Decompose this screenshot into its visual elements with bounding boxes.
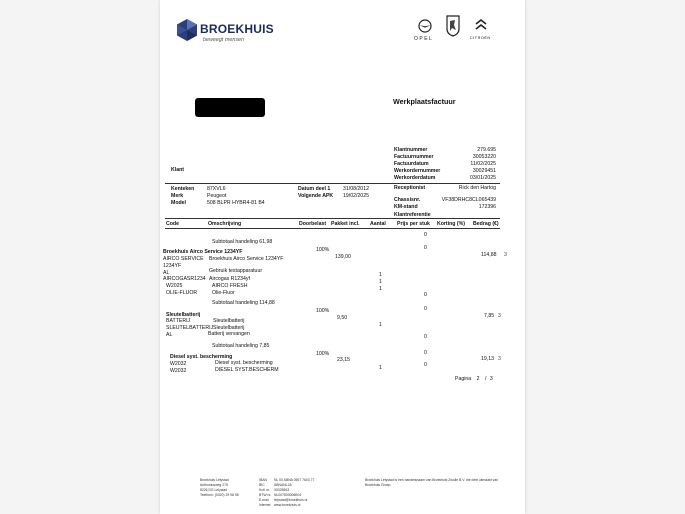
line-code: AIRCO SERVICE: [163, 256, 204, 262]
line-description: Aircogas R1234yf: [209, 276, 250, 282]
footer-labels: [259, 478, 271, 508]
section-title: Diesel syst. bescherming: [170, 354, 233, 360]
line-quantity: 1: [379, 272, 382, 278]
meta-label-factuurnummer: Factuurnummer: [394, 154, 434, 160]
meta-value-werkorderdatum: 03/01/2025: [470, 175, 496, 181]
opel-label: OPEL: [414, 36, 434, 42]
zero-value: 0: [424, 232, 427, 238]
zero-value: 0: [424, 350, 427, 356]
line-description: DIESEL SYST.BESCHERM: [215, 367, 279, 373]
footer-line: Anthoniusweg 275: [200, 483, 228, 487]
line-code: BATTERIJ: [166, 318, 191, 324]
pagination-current: 2: [476, 376, 480, 382]
model-value: 508 BLPR HYBR4-81 B4: [207, 200, 265, 206]
footer-line: NL 00 ABNA 0567 7603 77: [274, 478, 315, 482]
footer-line: Broekhuis Lelystad is een handelsnaam van Broekhuis Zwolle B.V. die deel uitmaakt van: [365, 478, 499, 482]
section-mark: 3: [504, 252, 507, 258]
line-code: W2025: [166, 283, 183, 289]
section-title: Sleutelbatterij: [166, 312, 201, 318]
chassis-value: VF38DRHC8CL065439: [441, 197, 496, 203]
apk-label: Volgende APK: [298, 193, 334, 199]
line-quantity: 1: [379, 286, 382, 292]
section-percentage: 100%: [316, 247, 330, 253]
divider-header-top: [165, 218, 500, 219]
footer-line: E-mail: [259, 498, 269, 502]
line-description: Broekhuis Airco Service 1234YF: [209, 256, 284, 262]
footer-line: lelystad@broekhuis.nl: [274, 498, 308, 502]
footer-line: Broekhuis Groep.: [365, 483, 392, 487]
merk-label: Merk: [171, 193, 184, 199]
footer-line: NL007800006B01: [274, 493, 302, 497]
footer-line: ABNANL2A: [274, 483, 292, 487]
line-code: AIRCOGASR1234: [163, 276, 206, 282]
col-header-bedrag: Bedrag (€): [473, 221, 499, 227]
company-tagline: beweegt mensen: [203, 37, 245, 43]
zero-value: 0: [424, 362, 427, 368]
meta-label-werkorderdatum: Werkorderdatum: [394, 175, 436, 181]
citroen-label: CITROËN: [470, 36, 491, 40]
section-percentage: 100%: [316, 308, 330, 314]
footer-line: 30025863: [274, 488, 290, 492]
klantref-label: Klantreferentie: [394, 212, 431, 218]
company-name: BROEKHUIS: [200, 22, 274, 36]
divider-top: [165, 183, 500, 184]
line-code: SLEUTELBATTERIJ: [166, 325, 214, 331]
section-title: Broekhuis Airco Service 1234YF: [163, 249, 243, 255]
meta-value-klantnummer: 279.695: [477, 147, 496, 153]
footer-line: www.broekhuis.nl: [274, 503, 301, 507]
datum-deel-label: Datum deel 1: [298, 186, 331, 192]
section-bedrag: 114,88: [481, 252, 497, 258]
pagination-total: 3: [489, 376, 493, 382]
meta-value-factuurdatum: 11/02/2025: [470, 161, 496, 167]
zero-value: 0: [424, 292, 427, 298]
footer-line: 8226 DG Lelystad: [200, 488, 228, 492]
line-code: OLIE-FLUOR: [166, 290, 198, 296]
col-header-prijs: Prijs per stuk: [397, 221, 430, 227]
datum-deel-value: 31/08/2012: [343, 186, 369, 192]
zero-value: 0: [424, 334, 427, 340]
kenteken-label: Kenteken: [171, 186, 195, 192]
km-value: 172396: [478, 204, 496, 210]
opel-logo-icon: [418, 19, 432, 33]
kenteken-value: 87XVL6: [207, 186, 226, 192]
col-header-doorbelast: Doorbelast: [299, 221, 327, 227]
section-mark: 3: [498, 356, 501, 362]
col-header-code: Code: [166, 221, 179, 227]
meta-label-werkordernummer: Werkordernummer: [394, 168, 441, 174]
pagination: [455, 376, 493, 382]
col-header-omschrijving: Omschrijving: [208, 221, 242, 227]
footer-line: KvK nr.: [259, 488, 270, 492]
footer-line: BIC: [259, 483, 265, 487]
footer-line: Internet: [259, 503, 271, 507]
section-pakket: 139,00: [335, 254, 351, 260]
section-bedrag: 7,85: [484, 313, 495, 319]
customer-label: Klant: [171, 167, 184, 173]
meta-label-klantnummer: Klantnummer: [394, 147, 428, 153]
receptionist-label: Receptionist: [394, 185, 426, 191]
peugeot-logo-icon: [446, 15, 460, 37]
footer-line: Telefoon: (0320) 29 98 98: [200, 493, 239, 497]
zero-value: 0: [424, 306, 427, 312]
line-code: 1234YF: [163, 263, 182, 269]
line-description: Sleutelbatterij: [213, 325, 245, 331]
section-mark: 3: [498, 313, 501, 319]
footer-address: [200, 478, 239, 498]
line-description: Diesel syst. bescherming: [215, 360, 273, 366]
subtotal-row: Subtotaal handeling 7,85: [212, 343, 270, 349]
redacted-customer-name: [195, 98, 265, 117]
pagination-separator: /: [484, 376, 487, 382]
line-quantity: 1: [379, 365, 382, 371]
subtotal-row: Subtotaal handeling 61,98: [212, 239, 273, 245]
meta-label-factuurdatum: Factuurdatum: [394, 161, 429, 167]
section-pakket: 23,15: [337, 357, 350, 363]
apk-value: 19/02/2025: [343, 193, 369, 199]
footer-legal: [365, 478, 498, 488]
citroen-logo-icon: [474, 17, 488, 33]
footer-line: IBAN: [259, 478, 267, 482]
section-percentage: 100%: [316, 351, 330, 357]
subtotal-row: Subtotaal handeling 114,88: [212, 300, 275, 306]
zero-value: 0: [424, 245, 427, 251]
pagination-label: Pagina: [455, 376, 472, 382]
broekhuis-logo-icon: [176, 18, 198, 42]
model-label: Model: [171, 200, 186, 206]
col-header-pakket: Pakket incl.: [331, 221, 360, 227]
section-bedrag: 19,13: [481, 356, 494, 362]
merk-value: Peugeot: [207, 193, 227, 199]
footer-values: [274, 478, 314, 508]
section-pakket: 9,50: [337, 315, 348, 321]
divider-header-bottom: [165, 228, 500, 229]
line-quantity: 1: [379, 322, 382, 328]
line-code: W2032: [170, 361, 187, 367]
km-label: KM-stand: [394, 204, 418, 210]
line-code: AL: [166, 332, 173, 338]
footer-line: BTW nr.: [259, 493, 272, 497]
meta-value-werkordernummer: 30029451: [472, 168, 496, 174]
line-description: Gebruik testapparatuur: [209, 268, 263, 274]
chassis-label: Chassisnr.: [394, 197, 421, 203]
footer-line: Broekhuis Lelystad: [200, 478, 229, 482]
receptionist-value: Rick den Hartog: [458, 185, 496, 191]
line-description: Sleutelbatterij: [213, 318, 245, 324]
line-description: AIRCO FRESH: [212, 283, 248, 289]
line-quantity: 1: [379, 279, 382, 285]
col-header-aantal: Aantal: [370, 221, 386, 227]
meta-value-factuurnummer: 30053220: [472, 154, 496, 160]
document-title: Werkplaatsfactuur: [393, 97, 456, 106]
line-code: AL: [163, 270, 170, 276]
line-code: W2032: [170, 368, 187, 374]
line-description: Batterij vervangen: [208, 331, 250, 337]
col-header-korting: Korting (%): [437, 221, 465, 227]
line-description: Olie-Fluor: [212, 290, 235, 296]
